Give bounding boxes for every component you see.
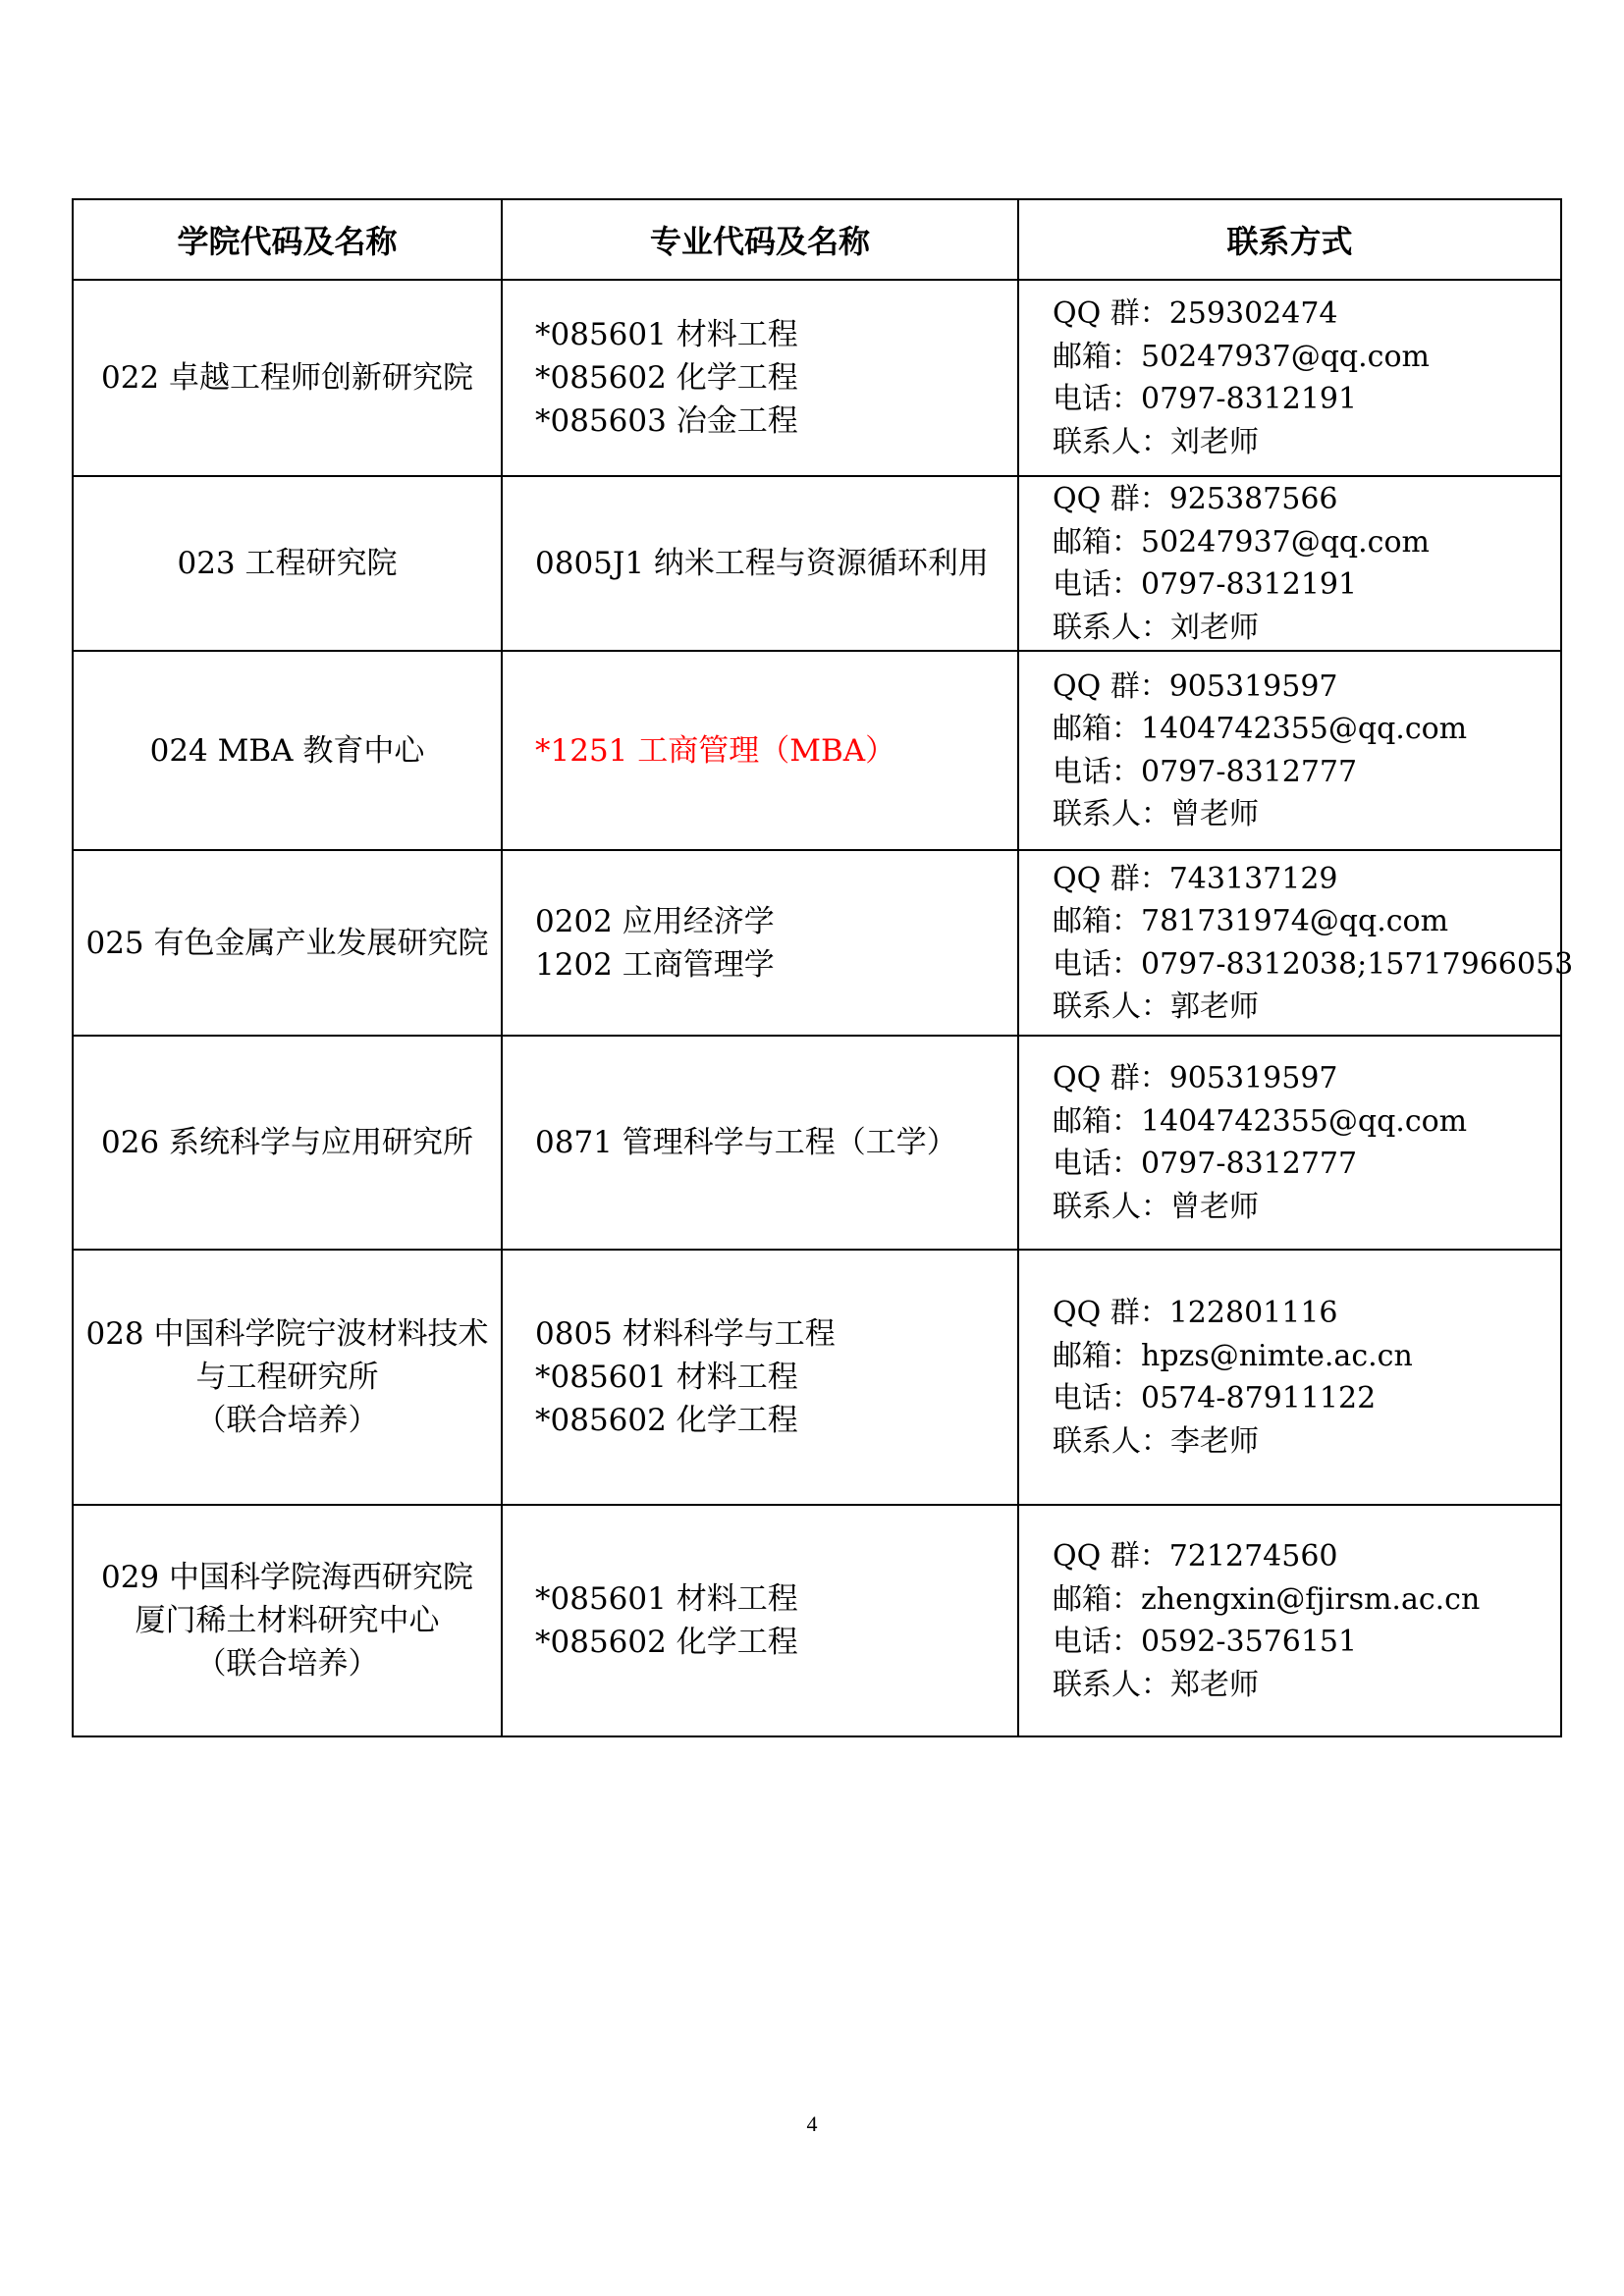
college-cell: [73, 1505, 502, 1736]
contact-person: 联系人：刘老师: [1053, 610, 1259, 645]
table-row: [73, 476, 1561, 651]
contact-qq: QQ 群：905319597: [1053, 668, 1338, 704]
table-row: [73, 850, 1561, 1036]
contact-email: 邮箱：781731974@qq.com: [1053, 904, 1449, 938]
table-row: [73, 651, 1561, 850]
major-item: *085603 冶金工程: [535, 403, 798, 439]
contact-qq: QQ 群：122801116: [1053, 1296, 1338, 1330]
major-item: *085602 化学工程: [535, 360, 798, 396]
contact-phone: 电话：0797-8312191: [1053, 382, 1358, 416]
college-name: 026 系统科学与应用研究所: [100, 1125, 474, 1160]
table-row: [73, 1036, 1561, 1250]
contact-cell: [1018, 651, 1561, 850]
contact-email: 邮箱：hpzs@nimte.ac.cn: [1053, 1338, 1413, 1373]
contact-email: 邮箱：50247937@qq.com: [1053, 339, 1430, 374]
college-cell: [73, 280, 502, 476]
contact-cell: [1018, 1036, 1561, 1250]
contact-phone: 电话：0797-8312777: [1053, 1147, 1358, 1181]
major-cell: [502, 1036, 1018, 1250]
contact-email: 邮箱：1404742355@qq.com: [1053, 712, 1468, 746]
major-cell: [502, 476, 1018, 651]
major-cell: [502, 850, 1018, 1036]
college-name: 022 卓越工程师创新研究院: [100, 360, 474, 396]
contact-phone: 电话：0797-8312038;15717966053: [1053, 946, 1574, 982]
contact-phone: 电话：0592-3576151: [1053, 1625, 1358, 1659]
major-item: *085602 化学工程: [535, 1403, 798, 1438]
contact-person: 联系人：曾老师: [1053, 797, 1259, 831]
contact-qq: QQ 群：925387566: [1053, 482, 1338, 516]
major-item: *085602 化学工程: [535, 1625, 798, 1660]
contact-email: 邮箱：1404742355@qq.com: [1053, 1103, 1468, 1139]
major-item: 0805J1 纳米工程与资源循环利用: [535, 546, 989, 581]
college-name-line: 与工程研究所: [195, 1360, 379, 1395]
contact-email: 邮箱：zhengxin@fjirsm.ac.cn: [1053, 1581, 1481, 1617]
header-contact: 联系方式: [1018, 199, 1561, 280]
college-note: （联合培养）: [195, 1646, 379, 1682]
college-note: （联合培养）: [195, 1403, 379, 1438]
contact-phone: 电话：0797-8312777: [1053, 754, 1358, 789]
contact-person: 联系人：郑老师: [1053, 1667, 1259, 1702]
contact-qq: QQ 群：259302474: [1053, 296, 1338, 331]
major-cell: [502, 1250, 1018, 1505]
major-item: *085601 材料工程: [535, 317, 798, 352]
table-row: [73, 1505, 1561, 1736]
contact-cell: [1018, 850, 1574, 1036]
contact-email: 邮箱：50247937@qq.com: [1053, 524, 1430, 560]
contact-cell: [1018, 1250, 1561, 1505]
contact-person: 联系人：李老师: [1053, 1423, 1259, 1459]
major-cell: [502, 651, 1018, 850]
contact-qq: QQ 群：905319597: [1053, 1061, 1338, 1095]
table-row: [73, 1250, 1561, 1505]
college-cell: [73, 1036, 502, 1250]
contact-person: 联系人：郭老师: [1053, 989, 1259, 1024]
college-name: 028 中国科学院宁波材料技术: [85, 1316, 489, 1352]
major-item: 0202 应用经济学: [535, 903, 775, 939]
college-cell: [73, 850, 502, 1036]
college-cell: [73, 651, 502, 850]
contact-phone: 电话：0574-87911122: [1053, 1381, 1377, 1415]
contact-cell: [1018, 1505, 1561, 1736]
major-item: 1202 工商管理学: [535, 946, 775, 983]
major-item: *085601 材料工程: [535, 1360, 798, 1395]
header-college: 学院代码及名称: [73, 199, 502, 280]
contact-person: 联系人：刘老师: [1053, 424, 1259, 459]
major-item: 0805 材料科学与工程: [535, 1316, 836, 1352]
table-header-row: [73, 199, 1561, 280]
contact-table: [72, 198, 1574, 1737]
college-name: 024 MBA 教育中心: [149, 732, 425, 769]
contact-phone: 电话：0797-8312191: [1053, 567, 1358, 602]
college-name-line: 厦门稀土材料研究中心: [135, 1603, 440, 1638]
college-cell: [73, 476, 502, 651]
college-name: 025 有色金属产业发展研究院: [85, 925, 489, 961]
contact-qq: QQ 群：721274560: [1053, 1539, 1338, 1574]
table-row: [73, 280, 1561, 476]
major-cell: [502, 280, 1018, 476]
contact-cell: [1018, 280, 1561, 476]
major-cell: [502, 1505, 1018, 1736]
college-cell: [73, 1250, 502, 1505]
major-item: 0871 管理科学与工程（工学）: [535, 1125, 957, 1160]
college-name: 023 工程研究院: [177, 546, 398, 581]
contact-person: 联系人：曾老师: [1053, 1189, 1259, 1224]
page-number: 4: [806, 2111, 818, 2136]
contact-qq: QQ 群：743137129: [1053, 861, 1338, 896]
major-item-highlighted: *1251 工商管理（MBA）: [535, 732, 896, 769]
contact-cell: [1018, 476, 1561, 651]
header-major: 专业代码及名称: [502, 199, 1018, 280]
college-name: 029 中国科学院海西研究院: [100, 1560, 474, 1595]
major-item: *085601 材料工程: [535, 1581, 798, 1617]
